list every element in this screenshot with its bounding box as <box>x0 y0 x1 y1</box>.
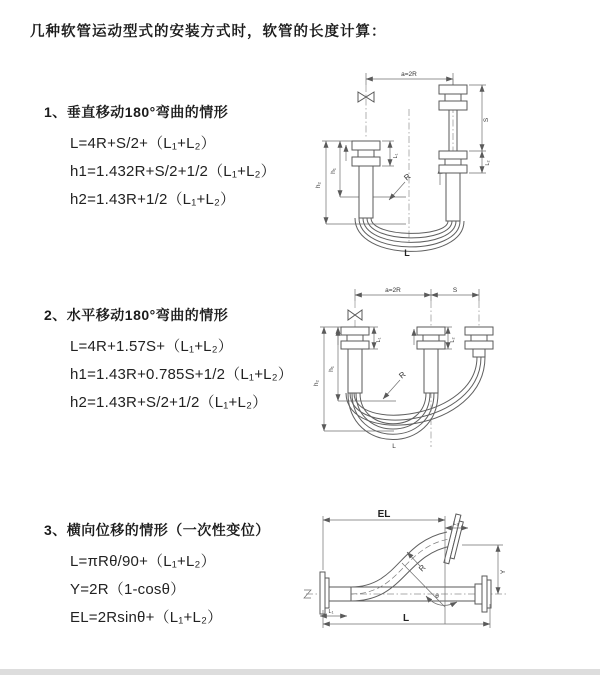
left-flange-fitting <box>341 327 369 393</box>
page-bottom-edge <box>0 669 600 675</box>
dimension-s <box>431 287 479 295</box>
dimension-a2r <box>355 287 479 301</box>
angle-label: θ <box>435 593 439 600</box>
dimension-s <box>469 85 490 151</box>
dimension-l1 <box>382 141 399 166</box>
diagram-vertical-move-180 <box>308 65 588 260</box>
section-2-formulas <box>70 333 314 417</box>
right-flange-fitting <box>465 327 493 357</box>
formula: h2=1.43R+S/2+1/2（L₁+L₂） <box>70 394 268 411</box>
hose-u-curves <box>355 218 464 251</box>
section-3-heading <box>44 520 314 540</box>
length-label: L <box>404 248 410 258</box>
dimension-l1 <box>368 327 382 349</box>
dim-label-h2: h₂ <box>313 379 320 387</box>
length-label: L <box>392 443 396 450</box>
section-3-formulas <box>70 548 314 632</box>
section-1-number: 1、 <box>44 104 67 120</box>
formula: L=4R+1.57S+（L₁+L₂） <box>70 338 233 355</box>
diagram-lateral-displacement <box>298 502 598 662</box>
dim-label-h1: h₁ <box>330 168 337 174</box>
radius-callout <box>383 370 408 399</box>
hose-s-curve <box>351 532 451 601</box>
section-3 <box>44 520 314 632</box>
section-1-heading <box>44 102 314 122</box>
dimension-l2 <box>445 521 468 528</box>
section-3-number: 3、 <box>44 522 67 538</box>
dim-label-a2r: a=2R <box>385 287 401 294</box>
section-1-title: 垂直移动180°弯曲的情形 <box>66 104 229 120</box>
right-flange-fitting <box>439 85 467 221</box>
section-2 <box>44 305 314 417</box>
dimension-l2 <box>469 151 491 173</box>
braid-section <box>359 166 373 218</box>
section-2-title: 水平移动180°弯曲的情形 <box>66 307 229 323</box>
left-flange-fitting <box>320 572 351 614</box>
section-3-title: 横向位移的情形（一次性变位） <box>66 522 270 538</box>
dim-label-h1: h₁ <box>328 366 335 372</box>
dimension-a2r <box>366 71 453 85</box>
dimension-l <box>323 604 490 628</box>
length-label: L <box>402 613 410 624</box>
centerlines <box>355 301 479 447</box>
dim-label-s: S <box>483 117 490 123</box>
dim-label-h2: h₂ <box>315 181 322 189</box>
valve-icon <box>348 310 362 320</box>
formula: h1=1.432R+S/2+1/2（L₁+L₂） <box>70 163 276 180</box>
radius-label: R <box>417 563 428 574</box>
dim-label-l1: L₁ <box>328 609 334 615</box>
dim-label-l2: L₂ <box>485 160 491 166</box>
dim-label-l2: L₂ <box>453 521 459 527</box>
dim-label-y: Y <box>500 569 507 575</box>
page-title: 几种软管运动型式的安装方式时，软管的长度计算： <box>30 24 387 40</box>
formula: h2=1.43R+1/2（L₁+L₂） <box>70 191 236 208</box>
hose-shifted-curves <box>346 357 485 425</box>
section-1 <box>44 102 314 214</box>
dim-label-el: EL <box>377 509 391 520</box>
diagram-horizontal-move-180 <box>308 283 588 453</box>
braid-section <box>348 349 362 393</box>
formula: EL=2Rsinθ+（L₁+L₂） <box>70 609 223 626</box>
dim-label-a2r: a=2R <box>401 71 417 78</box>
middle-flange-fitting <box>417 327 445 393</box>
dim-label-s: S <box>452 287 458 294</box>
dim-label-l2: L₂ <box>450 337 456 343</box>
formula: Y=2R（1-cosθ） <box>70 581 186 598</box>
formula: L=πRθ/90+（L₁+L₂） <box>70 553 216 570</box>
section-2-heading <box>44 305 314 325</box>
radius-label: R <box>397 369 408 381</box>
braid-section <box>424 349 438 393</box>
braid-section <box>446 173 460 221</box>
formula: h1=1.43R+0.785S+1/2（L₁+L₂） <box>70 366 293 383</box>
left-flange-fitting <box>352 141 380 218</box>
dim-label-l1: L₁ <box>376 337 382 343</box>
section-2-number: 2、 <box>44 307 67 323</box>
section-1-formulas <box>70 130 314 214</box>
dim-label-l1: L₁ <box>393 153 399 159</box>
formula: L=4R+S/2+（L₁+L₂） <box>70 135 216 152</box>
radius-label: R <box>402 171 413 183</box>
